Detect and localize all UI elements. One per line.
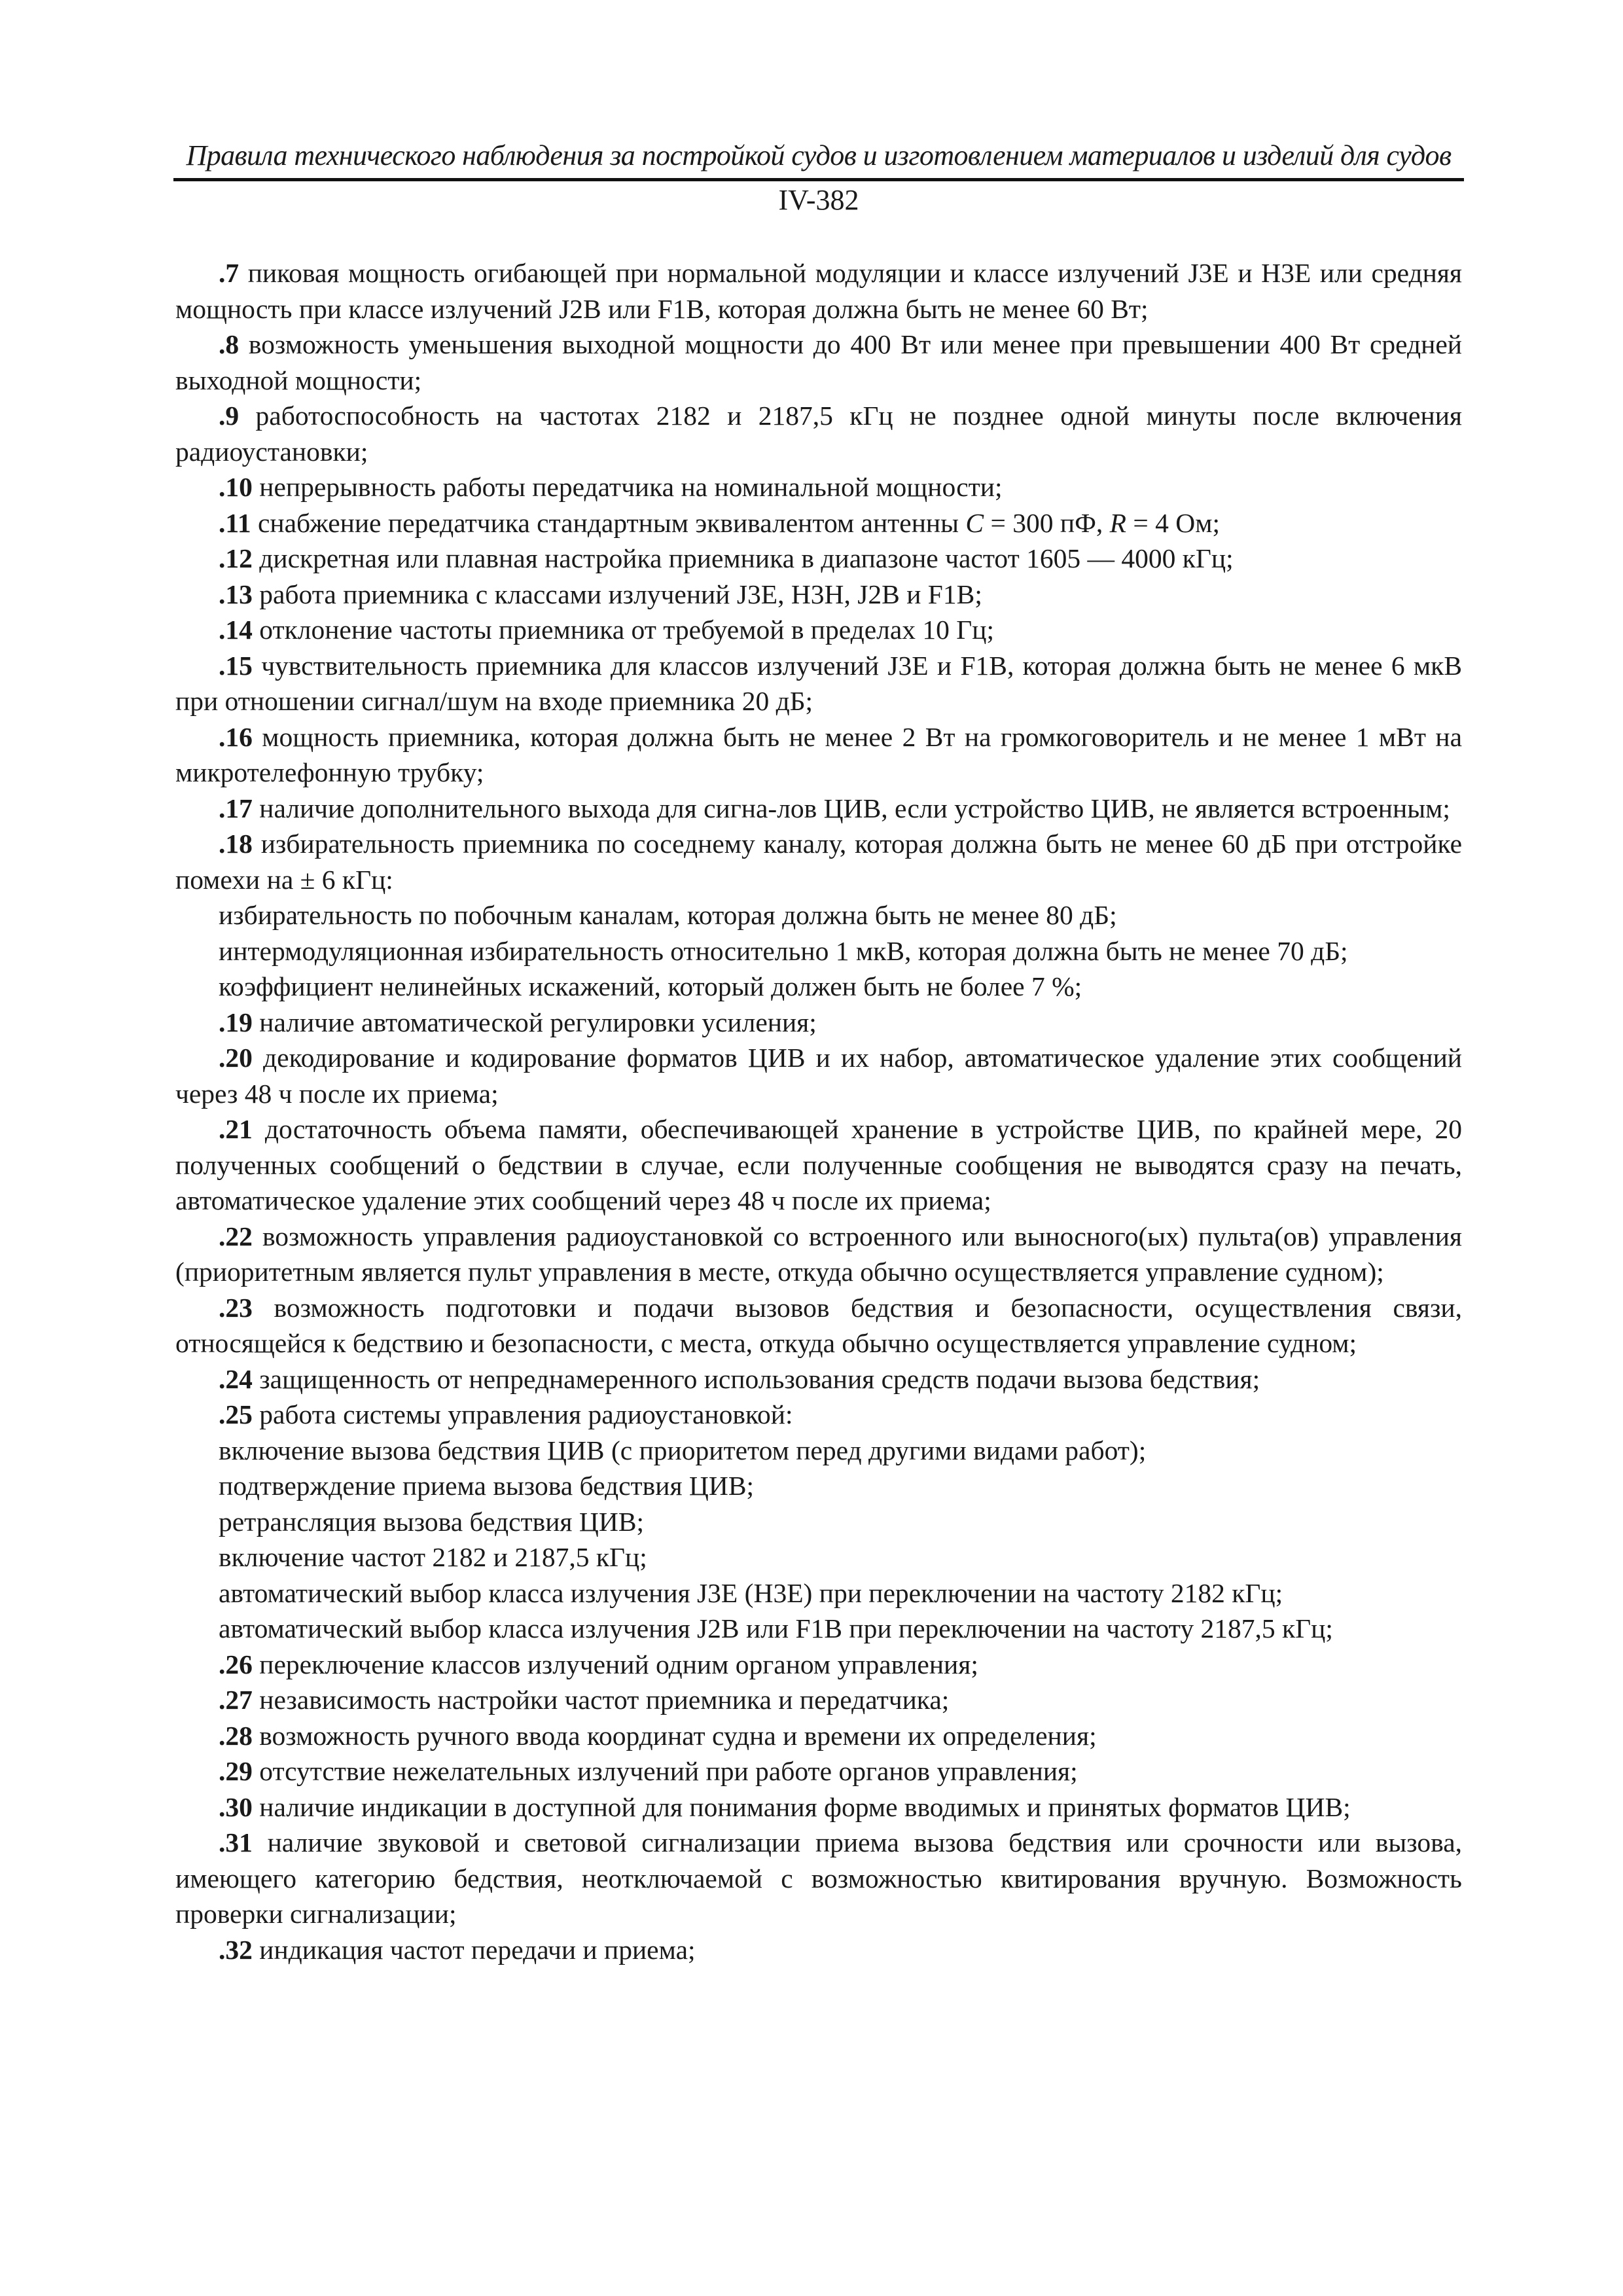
item-25-subitem: включение вызова бедствия ЦИВ (с приоритетом перед другими видами работ); — [219, 1435, 1147, 1465]
item-7 — [175, 255, 1462, 327]
item-number: .14 — [219, 615, 253, 645]
item-text: избирательность приемника по соседнему каналу, которая должна быть не менее 60 дБ при отстройке помехи на ± 6 кГц: — [175, 829, 1462, 895]
item-15 — [175, 648, 1462, 719]
item-number: .15 — [219, 650, 253, 681]
item-text: работоспособность на частотах 2182 и 2187,5 кГц не позднее одной минуты после включения радиоустановки; — [175, 401, 1462, 467]
item-10 — [175, 469, 1462, 505]
item-25-subitem: включение частот 2182 и 2187,5 кГц; — [219, 1542, 647, 1572]
item-number: .13 — [219, 579, 253, 609]
item-20 — [175, 1040, 1462, 1111]
item-27 — [175, 1682, 1462, 1718]
item-number: .29 — [219, 1756, 253, 1786]
item-number: .32 — [219, 1934, 253, 1965]
item-number: .9 — [219, 401, 240, 431]
item-number: .25 — [219, 1399, 253, 1429]
item-26 — [175, 1647, 1462, 1683]
running-header: Правила технического наблюдения за постройкой судов и изготовлением материалов и изделий для судов — [186, 139, 1452, 171]
item-11 — [175, 505, 1462, 541]
item-text: независимость настройки частот приемника и передатчика; — [252, 1685, 950, 1715]
item-number: .27 — [219, 1685, 253, 1715]
item-number: .24 — [219, 1363, 253, 1394]
item-text: работа приемника с классами излучений J3E, H3H, J2B и F1B; — [252, 579, 982, 609]
item-number: .28 — [219, 1720, 253, 1751]
item-number: .31 — [219, 1827, 253, 1857]
item-13 — [175, 577, 1462, 613]
item-text: наличие дополнительного выхода для сигна-лов ЦИВ, если устройство ЦИВ, не является встроенным; — [252, 793, 1450, 823]
document-body — [175, 255, 1462, 1967]
item-number: .17 — [219, 793, 253, 823]
item-text: возможность ручного ввода координат судна и времени их определения; — [252, 1720, 1097, 1751]
item-25-subitem: ретрансляция вызова бедствия ЦИВ; — [219, 1506, 645, 1537]
item-21 — [175, 1111, 1462, 1219]
item-text: переключение классов излучений одним органом управления; — [252, 1649, 978, 1679]
item-number: .10 — [219, 472, 253, 502]
item-number: .20 — [219, 1043, 253, 1073]
item-16 — [175, 719, 1462, 791]
item-text: наличие индикации в доступной для понимания форме вводимых и принятых форматов ЦИВ; — [252, 1791, 1351, 1822]
capacitance-symbol: C — [965, 507, 984, 538]
page-number: IV-382 — [778, 184, 859, 216]
item-number: .30 — [219, 1791, 253, 1822]
item-number: .23 — [219, 1292, 253, 1323]
item-text: индикация частот передачи и приема; — [252, 1934, 696, 1965]
item-number: .8 — [219, 329, 240, 359]
item-text: декодирование и кодирование форматов ЦИВ и их набор, автоматическое удаление этих сообщений через 48 ч после их приема; — [175, 1043, 1462, 1109]
item-14 — [175, 612, 1462, 648]
item-text: чувствительность приемника для классов излучений J3E и F1B, которая должна быть не менее 6 мкВ при отношении сигнал/шум на входе приемника 20 дБ; — [175, 650, 1462, 716]
item-28 — [175, 1718, 1462, 1754]
item-text: возможность уменьшения выходной мощности до 400 Вт или менее при превышении 400 Вт средней выходной мощности; — [175, 329, 1462, 395]
resistance-symbol: R — [1109, 507, 1126, 538]
item-number: .22 — [219, 1221, 253, 1251]
header-rule — [173, 178, 1464, 181]
item-24 — [175, 1361, 1462, 1397]
item-30 — [175, 1789, 1462, 1825]
item-22 — [175, 1219, 1462, 1290]
item-text: наличие звуковой и световой сигнализации приема вызова бедствия или срочности или вызова, имеющего категорию бедствия, неотключаемой с возможностью квитирования вручную. Возможность проверки сигнализации; — [175, 1827, 1462, 1929]
item-9 — [175, 398, 1462, 469]
item-text: работа системы управления радиоустановкой: — [252, 1399, 793, 1429]
item-number: .7 — [219, 258, 240, 288]
item-12 — [175, 541, 1462, 577]
item-25 — [175, 1397, 1462, 1433]
item-text: наличие автоматической регулировки усиления; — [252, 1007, 817, 1037]
item-text: защищенность от непреднамеренного использования средств подачи вызова бедствия; — [252, 1363, 1260, 1394]
item-number: .21 — [219, 1114, 253, 1144]
item-number: .26 — [219, 1649, 253, 1679]
item-text: отклонение частоты приемника от требуемой в пределах 10 Гц; — [252, 615, 995, 645]
item-text: непрерывность работы передатчика на номинальной мощности; — [252, 472, 1003, 502]
item-text: = 4 Ом; — [1126, 507, 1221, 538]
item-text: отсутствие нежелательных излучений при работе органов управления; — [252, 1756, 1078, 1786]
item-text: возможность управления радиоустановкой со встроенного или выносного(ых) пульта(ов) управления (приоритетным является пульт управления в месте, откуда обычно осуществляется управление судном); — [175, 1221, 1462, 1287]
item-17 — [175, 791, 1462, 827]
item-number: .18 — [219, 829, 253, 859]
item-text: пиковая мощность огибающей при нормальной модуляции и классе излучений J3E и H3E или средняя мощность при классе излучений J2B или F1B, которая должна быть не менее 60 Вт; — [175, 258, 1462, 324]
item-29 — [175, 1753, 1462, 1789]
item-text: возможность подготовки и подачи вызовов бедствия и безопасности, осуществления связи, относящейся к бедствию и безопасности, с места, откуда обычно осуществляется управление судном; — [175, 1292, 1462, 1358]
item-25-subitem: подтверждение приема вызова бедствия ЦИВ; — [219, 1471, 755, 1501]
item-32 — [175, 1932, 1462, 1968]
item-18-subitem: избирательность по побочным каналам, которая должна быть не менее 80 дБ; — [219, 900, 1117, 930]
item-number: .16 — [219, 721, 253, 752]
item-text: снабжение передатчика стандартным эквивалентом антенны — [251, 507, 966, 538]
item-text: мощность приемника, которая должна быть не менее 2 Вт на громкоговоритель и не менее 1 мВт на микротелефонную трубку; — [175, 721, 1462, 787]
item-8 — [175, 327, 1462, 398]
item-number: .11 — [219, 507, 251, 538]
item-number: .12 — [219, 543, 253, 573]
item-18-subitem: интермодуляционная избирательность относительно 1 мкВ, которая должна быть не менее 70 дБ; — [219, 935, 1348, 966]
item-25-subitem: автоматический выбор класса излучения J3E (H3E) при переключении на частоту 2182 кГц; — [219, 1577, 1283, 1608]
item-25-subitem: автоматический выбор класса излучения J2B или F1B при переключении на частоту 2187,5 кГц; — [219, 1613, 1333, 1643]
item-18 — [175, 826, 1462, 897]
item-23 — [175, 1290, 1462, 1361]
item-text: дискретная или плавная настройка приемника в диапазоне частот 1605 — 4000 кГц; — [252, 543, 1234, 573]
item-19 — [175, 1005, 1462, 1041]
item-text: достаточность объема памяти, обеспечивающей хранение в устройстве ЦИВ, по крайней мере, 20 полученных сообщений о бедствии в случае, если полученные сообщения не выводятся сразу на печать, автоматическое удаление этих сообщений через 48 ч после их приема; — [175, 1114, 1462, 1215]
item-number: .19 — [219, 1007, 253, 1037]
item-text: = 300 пФ, — [984, 507, 1110, 538]
item-31 — [175, 1825, 1462, 1932]
item-18-subitem: коэффициент нелинейных искажений, который должен быть не более 7 %; — [219, 971, 1082, 1001]
